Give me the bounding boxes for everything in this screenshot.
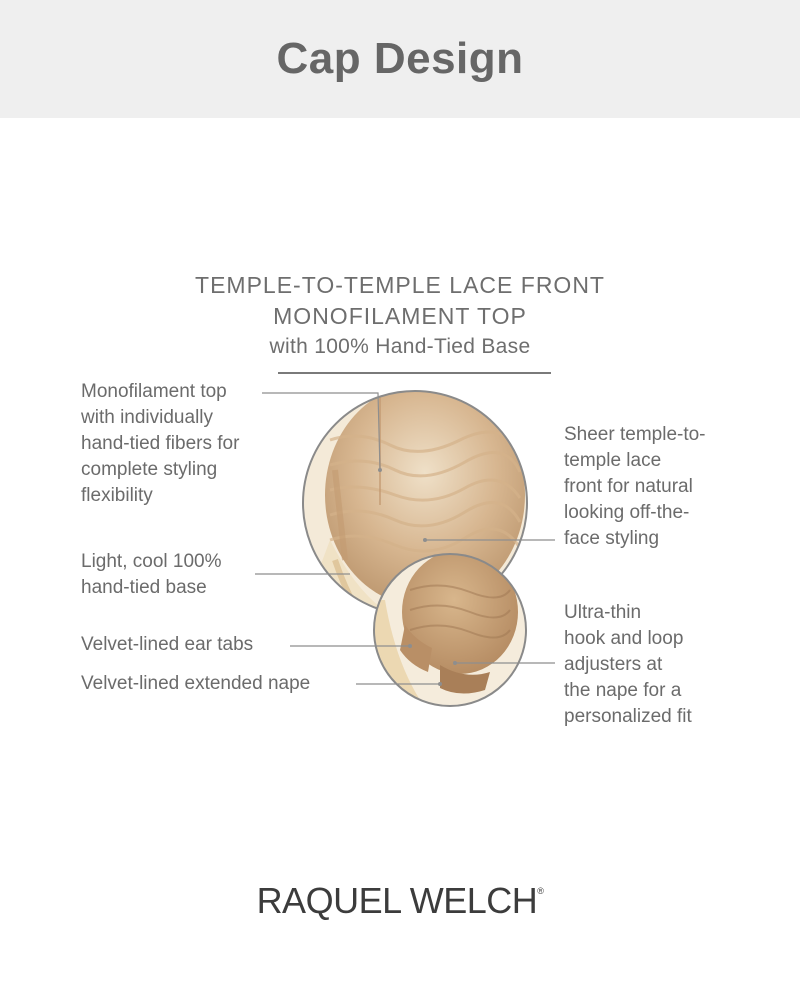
cap-back-view-border [374,554,526,706]
callout-ear-tabs: Velvet-lined ear tabs [81,634,254,655]
callout-monofilament-top: Monofilament top with individually hand-tied fibers for complete styling flexibility [81,381,240,506]
brand-registered-mark: ® [537,886,544,896]
brand-logo [0,880,800,922]
subtitle-line-3: with 100% Hand-Tied Base [269,335,531,358]
callout-extended-nape: Velvet-lined extended nape [81,673,311,694]
page-title: Cap Design [276,34,524,83]
subtitle-line-1: TEMPLE-TO-TEMPLE LACE FRONT [195,272,605,298]
brand-name: RAQUEL WELCH [256,880,538,921]
callout-adjusters: Ultra-thin hook and loop adjusters at the nape for a personalized fit [564,602,692,727]
subtitle-line-2: MONOFILAMENT TOP [273,303,527,329]
callout-lace-front: Sheer temple-to- temple lace front for natural looking off-the- face styling [564,424,706,549]
callout-hand-tied-base: Light, cool 100% hand-tied base [81,551,222,598]
